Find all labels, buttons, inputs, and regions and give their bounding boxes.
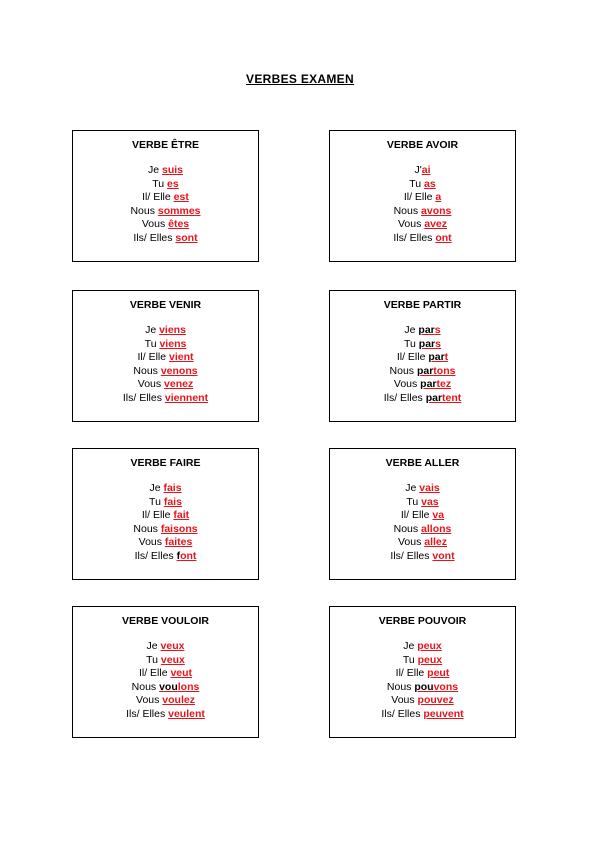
ending: s — [435, 337, 441, 350]
ending: vons — [433, 680, 459, 693]
subject: Nous — [393, 204, 419, 217]
ending: êtes — [168, 218, 190, 231]
subject: Il/ Elle — [141, 509, 171, 522]
card-title: VERBE PARTIR — [383, 299, 462, 311]
ending: avons — [421, 204, 452, 217]
conjugation-line — [73, 708, 258, 722]
conjugation-line — [73, 232, 258, 246]
conjugation-line — [73, 178, 258, 192]
ending: as — [424, 177, 436, 190]
subject: Il/ Elle — [137, 351, 167, 364]
conjugation-line — [330, 338, 515, 352]
stem: par — [416, 364, 434, 377]
conjugation-line — [330, 509, 515, 523]
subject: Il/ Elle — [400, 509, 430, 522]
subject: Il/ Elle — [138, 667, 168, 680]
subject: Vous — [393, 378, 418, 391]
conjugation-line — [330, 536, 515, 550]
card-title: VERBE VOULOIR — [122, 615, 209, 627]
conjugation-line — [73, 351, 258, 365]
stem: pou — [414, 680, 434, 693]
conjugation-line — [73, 640, 258, 654]
subject: Tu — [406, 495, 419, 508]
subject: Nous — [133, 364, 158, 377]
ending: veux — [160, 640, 185, 652]
stem: par — [418, 324, 435, 336]
conjugation-line — [73, 164, 258, 178]
stem: f — [176, 549, 181, 562]
subject: Vous — [136, 694, 160, 707]
ending: va — [432, 509, 445, 522]
verb-card-etre — [72, 130, 259, 262]
subject: Je — [405, 482, 417, 494]
conjugation-line — [330, 205, 515, 219]
conjugation-line — [73, 218, 258, 232]
subject: Je — [146, 640, 158, 652]
ending: a — [435, 191, 442, 204]
conjugation-line — [330, 550, 515, 564]
conjugation-line — [73, 496, 258, 510]
conjugation-line — [330, 681, 515, 695]
conjugation-line — [73, 550, 258, 564]
conjugation-line — [330, 324, 515, 338]
conjugation-line — [73, 205, 258, 219]
ending: allons — [421, 522, 452, 535]
ending: allez — [424, 536, 448, 549]
subject: Je — [149, 482, 161, 494]
conjugation-line — [330, 654, 515, 668]
subject: Ils/ Elles — [126, 707, 166, 720]
conjugation-line — [73, 392, 258, 406]
card-title: VERBE VENIR — [129, 299, 202, 311]
conjugation-line — [73, 694, 258, 708]
ending: t — [444, 351, 449, 364]
subject: Tu — [404, 337, 416, 350]
conjugation-line — [330, 667, 515, 681]
verb-card-vouloir — [72, 606, 259, 738]
ending: fais — [163, 482, 182, 494]
ending: voulez — [162, 694, 195, 707]
card-title: VERBE ALLER — [385, 457, 460, 469]
subject: Tu — [149, 495, 161, 508]
ending: vient — [169, 351, 194, 364]
subject: Tu — [402, 653, 415, 666]
ending: tez — [436, 378, 452, 391]
subject: Ils/ Elles — [122, 391, 162, 404]
conjugation-line — [73, 523, 258, 537]
ending: tent — [442, 391, 462, 404]
ending: faisons — [160, 522, 198, 535]
card-title: VERBE POUVOIR — [378, 615, 467, 627]
subject: Tu — [146, 653, 158, 666]
subject: Vous — [138, 536, 162, 549]
subject: Tu — [409, 177, 422, 190]
ending: veulent — [168, 707, 205, 720]
ending: est — [173, 191, 189, 204]
ending: ai — [421, 164, 431, 176]
conjugation-line — [330, 232, 515, 246]
card-title: VERBE AVOIR — [386, 139, 459, 151]
subject: Tu — [144, 337, 157, 350]
conjugation-line — [73, 482, 258, 496]
ending: vont — [432, 549, 455, 562]
conjugation-line — [73, 667, 258, 681]
subject: Je — [404, 324, 416, 336]
ending: fais — [163, 495, 182, 508]
subject: Nous — [386, 680, 412, 693]
conjugation-line — [330, 164, 515, 178]
conjugation-line — [330, 482, 515, 496]
conjugation-line — [330, 178, 515, 192]
ending: sont — [175, 231, 198, 244]
stem: par — [420, 378, 437, 391]
subject: Vous — [397, 218, 422, 231]
ending: es — [167, 177, 179, 190]
conjugation-line — [330, 351, 515, 365]
conjugation-line — [330, 218, 515, 232]
conjugation-line — [73, 324, 258, 338]
subject: Il/ Elle — [396, 351, 426, 364]
ending: ont — [435, 231, 452, 244]
conjugation-line — [73, 338, 258, 352]
verb-card-faire — [72, 448, 259, 580]
conjugation-line — [330, 191, 515, 205]
ending: fait — [173, 509, 190, 522]
ending: viens — [159, 324, 186, 336]
subject: Ils/ Elles — [390, 549, 430, 562]
conjugation-line — [73, 378, 258, 392]
ending: peut — [427, 667, 450, 680]
ending: viennent — [164, 391, 209, 404]
subject: Ils/ Elles — [381, 707, 421, 720]
ending: venez — [164, 378, 194, 391]
ending: sommes — [157, 204, 201, 217]
ending: suis — [162, 164, 184, 176]
conjugation-line — [73, 365, 258, 379]
stem: par — [418, 337, 436, 350]
conjugation-line — [330, 640, 515, 654]
subject: Tu — [152, 177, 165, 190]
ending: peux — [417, 653, 443, 666]
ending: ont — [180, 549, 197, 562]
subject: Ils/ Elles — [134, 549, 174, 562]
subject: Je — [147, 164, 160, 176]
subject: Je — [145, 324, 157, 336]
conjugation-line — [73, 654, 258, 668]
subject: Nous — [393, 522, 419, 535]
conjugation-line — [73, 509, 258, 523]
subject: Il/ Elle — [403, 191, 433, 204]
ending: veux — [160, 653, 185, 666]
conjugation-line — [330, 496, 515, 510]
conjugation-line — [330, 365, 515, 379]
verb-card-pouvoir — [329, 606, 516, 738]
ending: faites — [164, 536, 193, 549]
ending: s — [434, 324, 441, 336]
conjugation-line — [330, 694, 515, 708]
subject: Ils/ Elles — [133, 231, 173, 244]
subject: Ils/ Elles — [383, 391, 423, 404]
subject: Vous — [397, 536, 422, 549]
ending: peux — [417, 640, 442, 652]
subject: J' — [414, 164, 422, 176]
subject: Vous — [391, 694, 415, 707]
ending: vais — [419, 482, 440, 494]
stem: par — [425, 391, 443, 404]
subject: Nous — [389, 364, 415, 377]
ending: avez — [424, 218, 448, 231]
ending: lons — [177, 680, 200, 693]
conjugation-line — [330, 523, 515, 537]
ending: vas — [421, 495, 439, 508]
verb-card-venir — [72, 290, 259, 422]
subject: Je — [403, 640, 415, 652]
ending: viens — [159, 337, 187, 350]
card-title: VERBE FAIRE — [130, 457, 201, 469]
subject: Nous — [130, 204, 155, 217]
stem: vou — [159, 680, 178, 693]
subject: Il/ Elle — [142, 191, 171, 204]
conjugation-line — [330, 708, 515, 722]
verb-card-aller — [329, 448, 516, 580]
ending: venons — [160, 364, 198, 377]
ending: peuvent — [423, 707, 464, 720]
subject: Vous — [141, 218, 166, 231]
conjugation-line — [73, 191, 258, 205]
subject: Vous — [137, 378, 162, 391]
verb-card-partir — [329, 290, 516, 422]
page-title: VERBES EXAMEN — [246, 72, 354, 86]
ending: pouvez — [417, 694, 454, 707]
ending: tons — [433, 364, 456, 377]
subject: Nous — [131, 680, 157, 693]
conjugation-line — [330, 378, 515, 392]
ending: veut — [170, 667, 193, 680]
subject: Il/ Elle — [395, 667, 425, 680]
card-title: VERBE ÊTRE — [131, 139, 200, 151]
stem: par — [428, 351, 445, 364]
conjugation-line — [73, 681, 258, 695]
subject: Ils/ Elles — [393, 231, 433, 244]
conjugation-line — [73, 536, 258, 550]
conjugation-line — [330, 392, 515, 406]
subject: Nous — [133, 522, 158, 535]
verb-card-avoir — [329, 130, 516, 262]
